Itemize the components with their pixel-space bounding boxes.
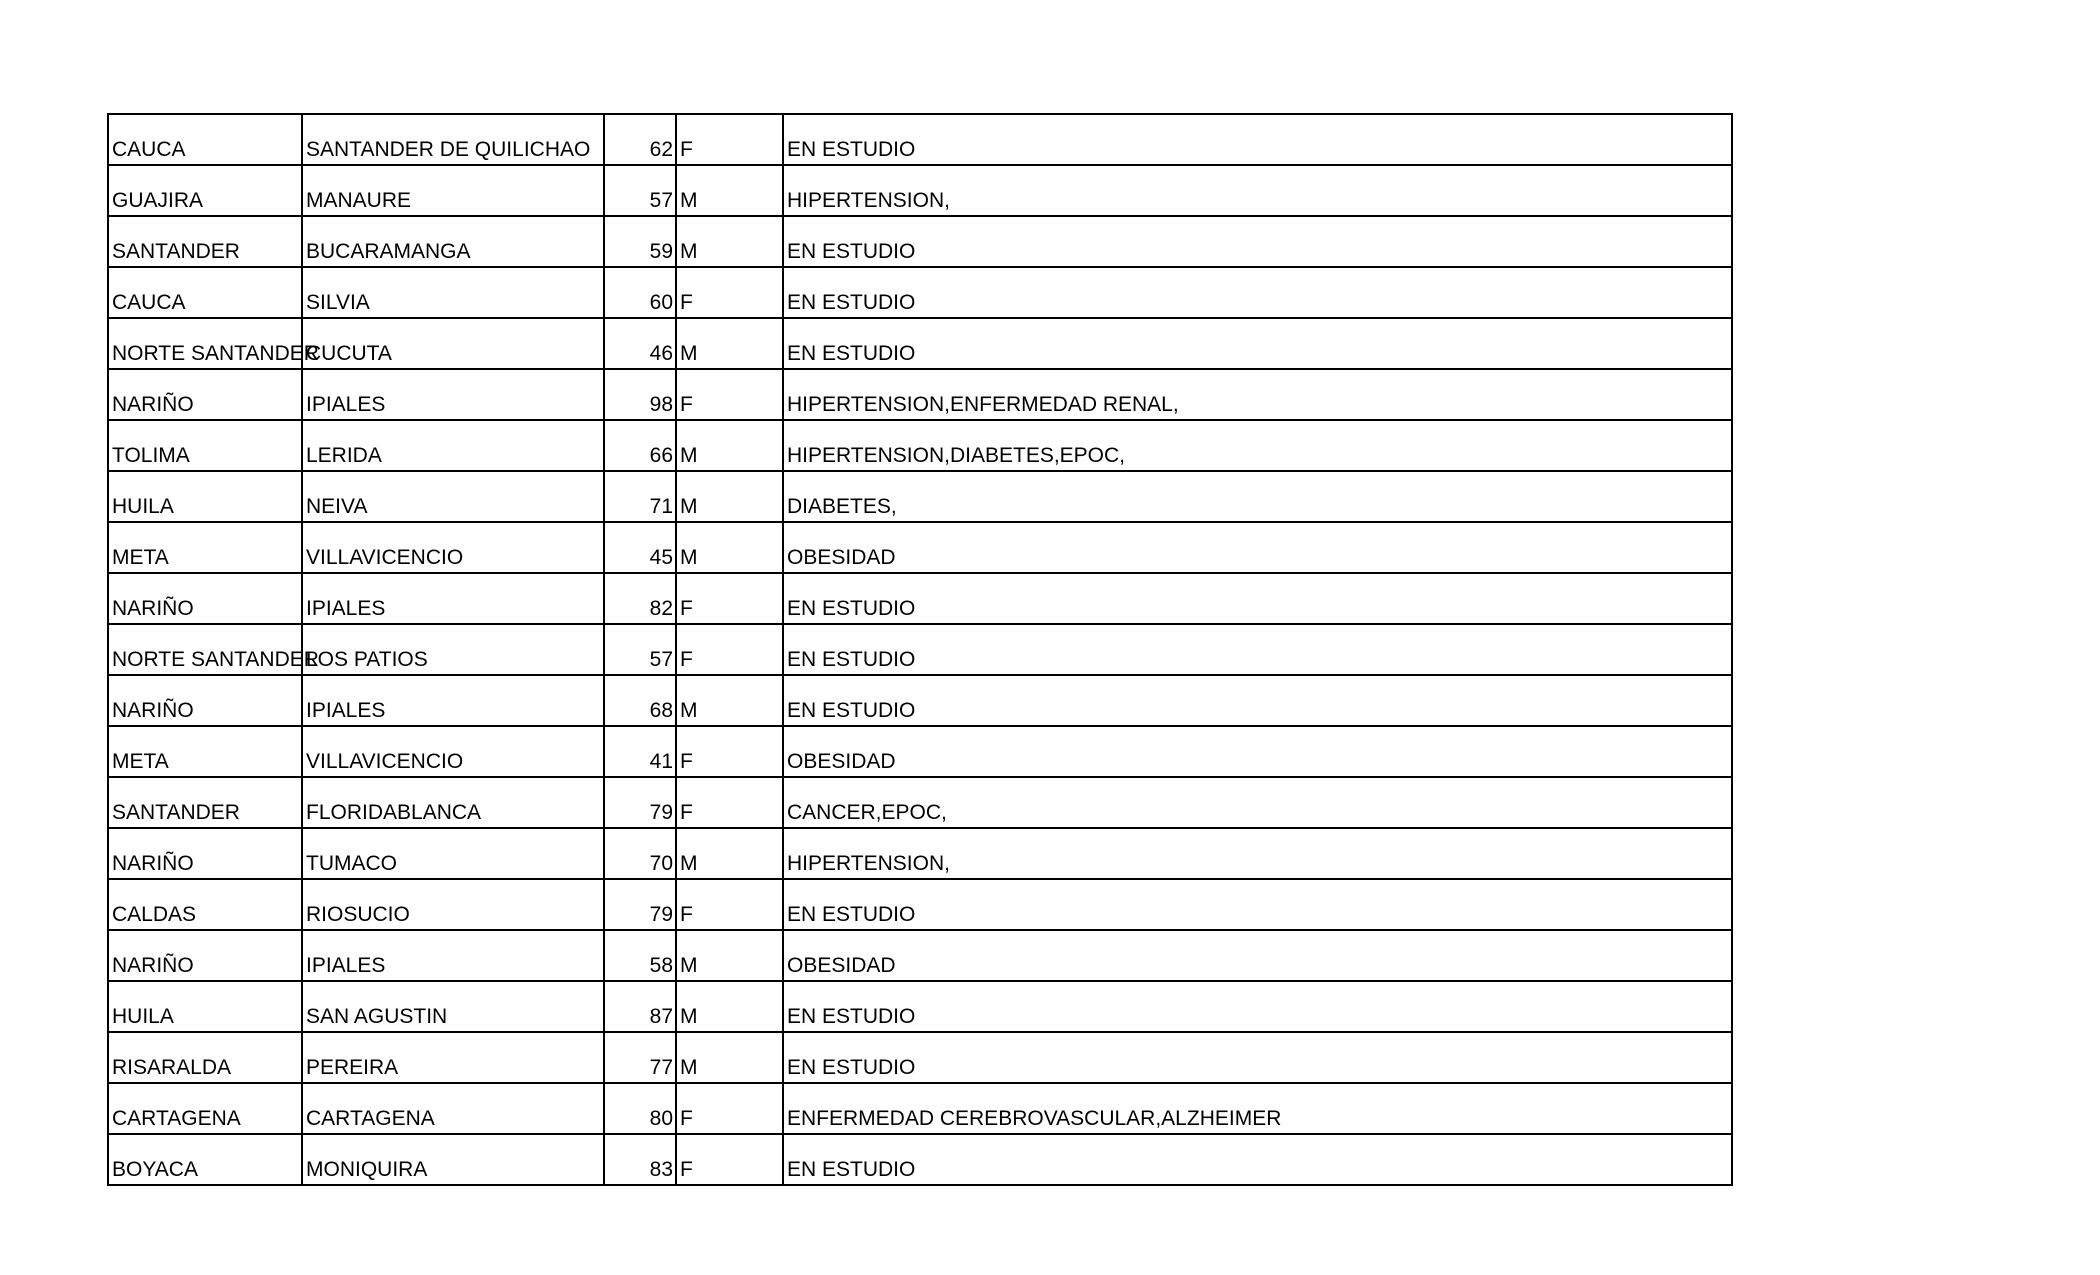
municipality-cell: CUCUTA — [302, 318, 604, 369]
sex-cell: M — [676, 828, 783, 879]
age-cell: 83 — [604, 1134, 676, 1185]
municipality-cell: FLORIDABLANCA — [302, 777, 604, 828]
condition-cell: EN ESTUDIO — [783, 573, 1732, 624]
table-row — [108, 777, 1732, 828]
department-cell: NORTE SANTANDER — [108, 624, 302, 675]
table-row — [108, 1032, 1732, 1083]
department-cell: META — [108, 726, 302, 777]
age-cell: 46 — [604, 318, 676, 369]
department-cell: CAUCA — [108, 267, 302, 318]
municipality-cell: MONIQUIRA — [302, 1134, 604, 1185]
condition-cell: EN ESTUDIO — [783, 267, 1732, 318]
sex-cell: M — [676, 216, 783, 267]
table-row — [108, 522, 1732, 573]
department-cell: NARIÑO — [108, 675, 302, 726]
age-cell: 45 — [604, 522, 676, 573]
municipality-cell: TUMACO — [302, 828, 604, 879]
condition-cell: EN ESTUDIO — [783, 981, 1732, 1032]
table-row — [108, 930, 1732, 981]
sex-cell: F — [676, 777, 783, 828]
condition-cell: EN ESTUDIO — [783, 216, 1732, 267]
sex-cell: M — [676, 1032, 783, 1083]
table-row — [108, 1134, 1732, 1185]
table-row — [108, 624, 1732, 675]
age-cell: 68 — [604, 675, 676, 726]
table-row — [108, 726, 1732, 777]
table-row — [108, 267, 1732, 318]
department-cell: BOYACA — [108, 1134, 302, 1185]
age-cell: 80 — [604, 1083, 676, 1134]
condition-cell: EN ESTUDIO — [783, 1032, 1732, 1083]
table-row — [108, 114, 1732, 165]
department-cell: NARIÑO — [108, 930, 302, 981]
condition-cell: EN ESTUDIO — [783, 675, 1732, 726]
municipality-cell: SAN AGUSTIN — [302, 981, 604, 1032]
table-row — [108, 318, 1732, 369]
age-cell: 82 — [604, 573, 676, 624]
age-cell: 66 — [604, 420, 676, 471]
table-row — [108, 1083, 1732, 1134]
age-cell: 77 — [604, 1032, 676, 1083]
department-cell: CALDAS — [108, 879, 302, 930]
sex-cell: F — [676, 1134, 783, 1185]
department-cell: CARTAGENA — [108, 1083, 302, 1134]
department-cell: GUAJIRA — [108, 165, 302, 216]
sex-cell: M — [676, 420, 783, 471]
department-cell: META — [108, 522, 302, 573]
municipality-cell: IPIALES — [302, 930, 604, 981]
municipality-cell: BUCARAMANGA — [302, 216, 604, 267]
municipality-cell: LOS PATIOS — [302, 624, 604, 675]
sex-cell: M — [676, 930, 783, 981]
age-cell: 87 — [604, 981, 676, 1032]
department-cell: NARIÑO — [108, 573, 302, 624]
department-cell: HUILA — [108, 471, 302, 522]
department-cell: CAUCA — [108, 114, 302, 165]
table-row — [108, 879, 1732, 930]
table-row — [108, 216, 1732, 267]
age-cell: 58 — [604, 930, 676, 981]
condition-cell: OBESIDAD — [783, 726, 1732, 777]
department-cell: TOLIMA — [108, 420, 302, 471]
department-cell: NORTE SANTANDER — [108, 318, 302, 369]
table-row — [108, 471, 1732, 522]
condition-cell: EN ESTUDIO — [783, 1134, 1732, 1185]
municipality-cell: IPIALES — [302, 573, 604, 624]
sex-cell: M — [676, 981, 783, 1032]
sex-cell: M — [676, 318, 783, 369]
table-row — [108, 675, 1732, 726]
table-row — [108, 420, 1732, 471]
municipality-cell: VILLAVICENCIO — [302, 726, 604, 777]
cases-table — [107, 113, 1733, 1186]
condition-cell: EN ESTUDIO — [783, 318, 1732, 369]
sex-cell: F — [676, 1083, 783, 1134]
condition-cell: OBESIDAD — [783, 930, 1732, 981]
age-cell: 98 — [604, 369, 676, 420]
sex-cell: F — [676, 726, 783, 777]
sex-cell: M — [676, 471, 783, 522]
condition-cell: EN ESTUDIO — [783, 879, 1732, 930]
condition-cell: EN ESTUDIO — [783, 114, 1732, 165]
condition-cell: DIABETES, — [783, 471, 1732, 522]
age-cell: 70 — [604, 828, 676, 879]
condition-cell: ENFERMEDAD CEREBROVASCULAR,ALZHEIMER — [783, 1083, 1732, 1134]
condition-cell: HIPERTENSION,ENFERMEDAD RENAL, — [783, 369, 1732, 420]
municipality-cell: LERIDA — [302, 420, 604, 471]
cases-table-body — [108, 114, 1732, 1185]
department-cell: HUILA — [108, 981, 302, 1032]
sex-cell: M — [676, 522, 783, 573]
age-cell: 57 — [604, 624, 676, 675]
municipality-cell: VILLAVICENCIO — [302, 522, 604, 573]
sex-cell: F — [676, 624, 783, 675]
age-cell: 59 — [604, 216, 676, 267]
department-cell: SANTANDER — [108, 216, 302, 267]
table-row — [108, 981, 1732, 1032]
municipality-cell: MANAURE — [302, 165, 604, 216]
sex-cell: M — [676, 675, 783, 726]
sex-cell: F — [676, 573, 783, 624]
table-row — [108, 573, 1732, 624]
condition-cell: HIPERTENSION,DIABETES,EPOC, — [783, 420, 1732, 471]
municipality-cell: SANTANDER DE QUILICHAO — [302, 114, 604, 165]
age-cell: 60 — [604, 267, 676, 318]
table-row — [108, 828, 1732, 879]
department-cell: RISARALDA — [108, 1032, 302, 1083]
condition-cell: EN ESTUDIO — [783, 624, 1732, 675]
condition-cell: OBESIDAD — [783, 522, 1732, 573]
municipality-cell: IPIALES — [302, 675, 604, 726]
age-cell: 79 — [604, 777, 676, 828]
municipality-cell: SILVIA — [302, 267, 604, 318]
municipality-cell: CARTAGENA — [302, 1083, 604, 1134]
table-row — [108, 165, 1732, 216]
department-cell: NARIÑO — [108, 828, 302, 879]
age-cell: 79 — [604, 879, 676, 930]
municipality-cell: RIOSUCIO — [302, 879, 604, 930]
table-row — [108, 369, 1732, 420]
condition-cell: HIPERTENSION, — [783, 828, 1732, 879]
condition-cell: CANCER,EPOC, — [783, 777, 1732, 828]
age-cell: 71 — [604, 471, 676, 522]
age-cell: 41 — [604, 726, 676, 777]
sex-cell: M — [676, 165, 783, 216]
municipality-cell: PEREIRA — [302, 1032, 604, 1083]
sex-cell: F — [676, 369, 783, 420]
department-cell: NARIÑO — [108, 369, 302, 420]
age-cell: 62 — [604, 114, 676, 165]
age-cell: 57 — [604, 165, 676, 216]
sex-cell: F — [676, 114, 783, 165]
condition-cell: HIPERTENSION, — [783, 165, 1732, 216]
department-cell: SANTANDER — [108, 777, 302, 828]
municipality-cell: IPIALES — [302, 369, 604, 420]
sex-cell: F — [676, 879, 783, 930]
sex-cell: F — [676, 267, 783, 318]
municipality-cell: NEIVA — [302, 471, 604, 522]
